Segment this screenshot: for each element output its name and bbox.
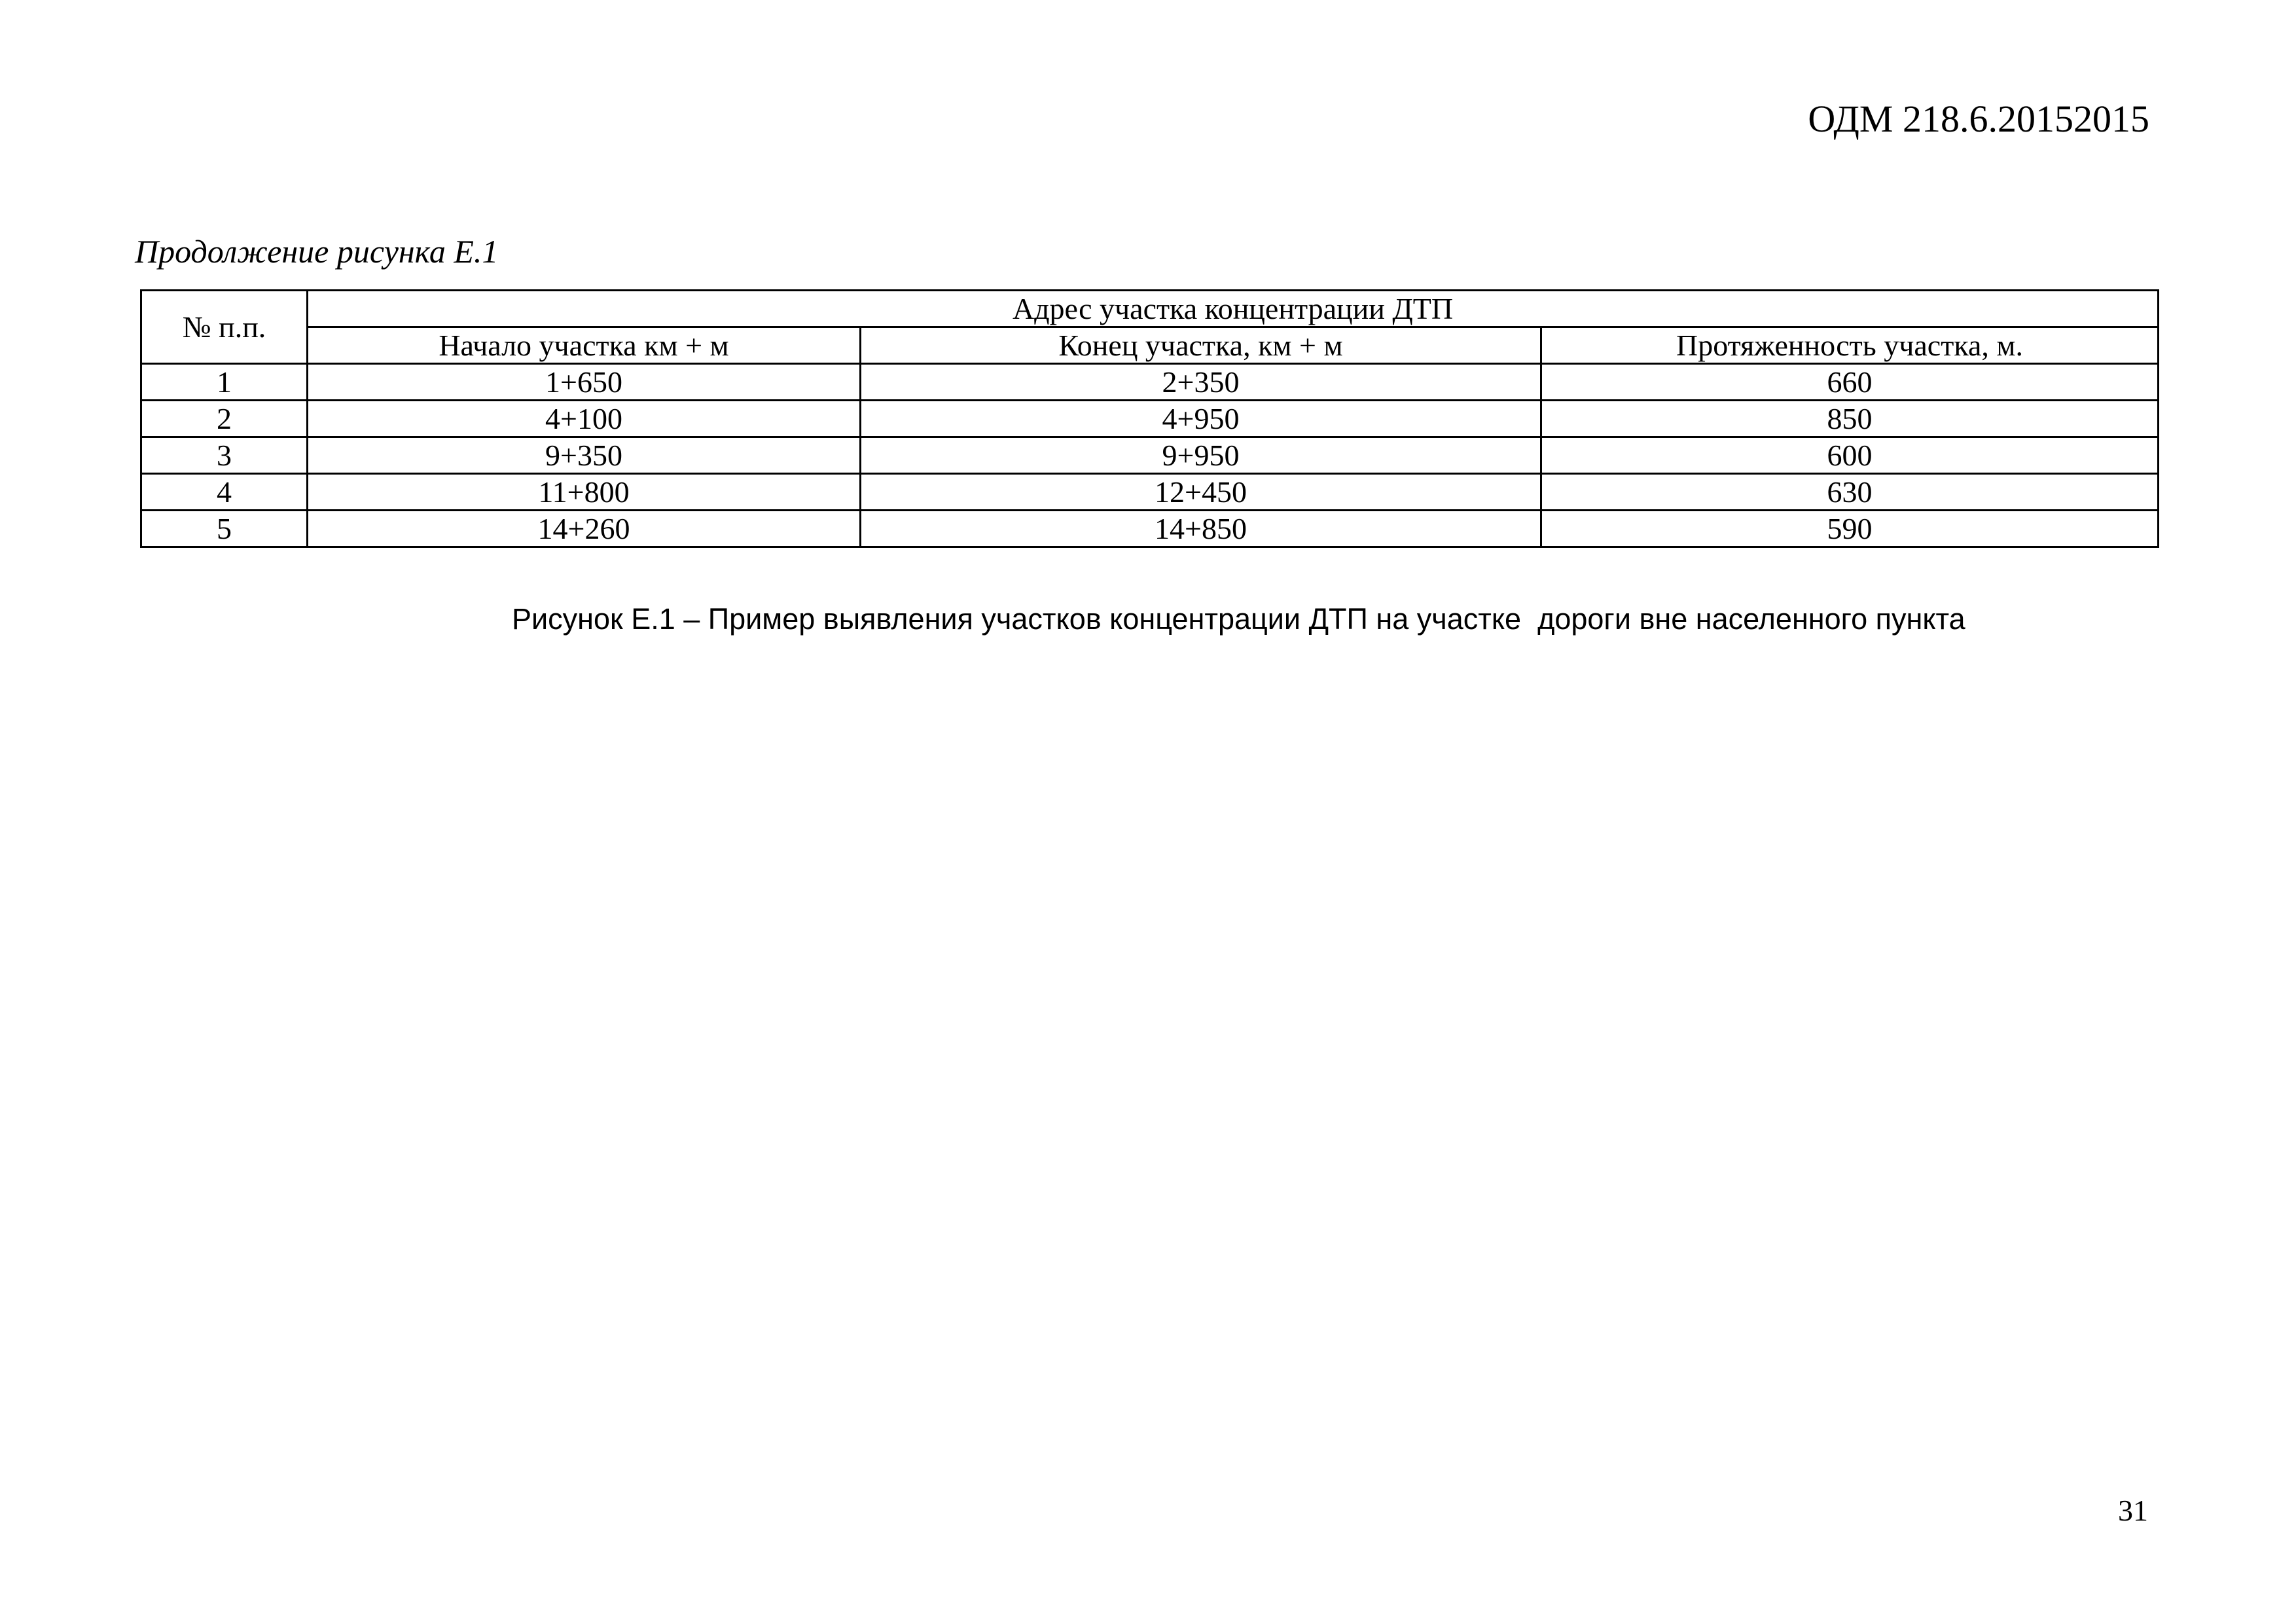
cell-start: 11+800 <box>308 474 861 511</box>
figure-continuation-label: Продолжение рисунка Е.1 <box>135 233 499 270</box>
cell-number: 3 <box>141 437 308 474</box>
cell-length: 850 <box>1541 401 2159 437</box>
table-row <box>141 364 2159 401</box>
table-row <box>141 511 2159 547</box>
cell-end: 4+950 <box>861 401 1541 437</box>
header-number: № п.п. <box>141 291 308 364</box>
table-header-row <box>141 291 2159 327</box>
cell-number: 1 <box>141 364 308 401</box>
cell-end: 9+950 <box>861 437 1541 474</box>
cell-end: 2+350 <box>861 364 1541 401</box>
cell-end: 14+850 <box>861 511 1541 547</box>
cell-number: 2 <box>141 401 308 437</box>
header-length: Протяженность участка, м. <box>1541 327 2159 364</box>
table-subheader-row <box>141 327 2159 364</box>
table-row <box>141 437 2159 474</box>
figure-caption: Рисунок Е.1 – Пример выявления участков концентрации ДТП на участке дороги вне населенного пункта <box>512 602 1965 636</box>
cell-length: 600 <box>1541 437 2159 474</box>
header-start: Начало участка км + м <box>308 327 861 364</box>
cell-length: 630 <box>1541 474 2159 511</box>
table-row <box>141 474 2159 511</box>
cell-start: 14+260 <box>308 511 861 547</box>
header-section-address: Адрес участка концентрации ДТП <box>308 291 2159 327</box>
cell-number: 4 <box>141 474 308 511</box>
table-row <box>141 401 2159 437</box>
page-number: 31 <box>2118 1494 2148 1527</box>
cell-start: 9+350 <box>308 437 861 474</box>
cell-length: 590 <box>1541 511 2159 547</box>
cell-end: 12+450 <box>861 474 1541 511</box>
cell-start: 4+100 <box>308 401 861 437</box>
cell-number: 5 <box>141 511 308 547</box>
header-end: Конец участка, км + м <box>861 327 1541 364</box>
cell-start: 1+650 <box>308 364 861 401</box>
cell-length: 660 <box>1541 364 2159 401</box>
accident-sections-table <box>140 289 2159 548</box>
document-code: ОДМ 218.6.20152015 <box>1808 98 2149 140</box>
